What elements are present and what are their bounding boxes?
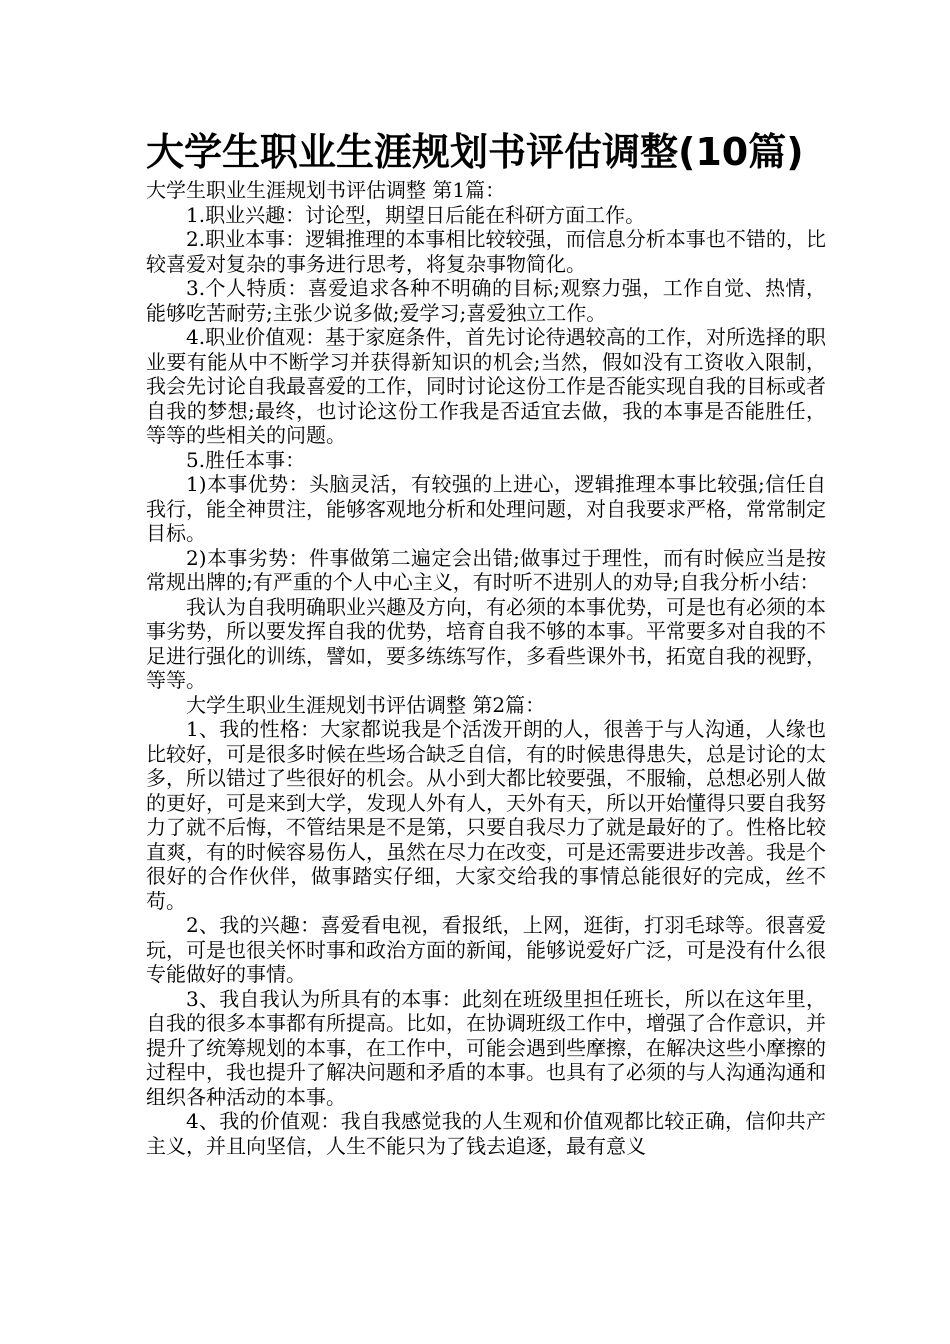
section-heading-1: 大学生职业生涯规划书评估调整 第1篇： [146, 178, 506, 202]
paragraph: 5.胜任本事： [186, 447, 306, 472]
paragraph: 1)本事优势：头脑灵活，有较强的上进心，逻辑推理本事比较强;信任自我行，能全神贯注，能够客观地分析和处理问题，对自我要求严格，常常制定目标。 [146, 472, 826, 545]
paragraph: 4、我的价值观：我自我感觉我的人生观和价值观都比较正确，信仰共产主义，并且向坚信，人生不能只为了钱去追逐，最有意义 [146, 1109, 826, 1158]
document-title: 大学生职业生涯规划书评估调整(10篇) [146, 130, 804, 174]
section-heading-2: 大学生职业生涯规划书评估调整 第2篇： [186, 692, 546, 717]
paragraph: 2)本事劣势：件事做第二遍定会出错;做事过于理性，而有时候应当是按常规出牌的;有严重的个人中心主义，有时听不进别人的劝导;自我分析小结： [146, 545, 826, 594]
paragraph: 2.职业本事：逻辑推理的本事相比较较强，而信息分析本事也不错的，比较喜爱对复杂的事务进行思考，将复杂事物简化。 [146, 227, 826, 276]
paragraph: 3、我自我认为所具有的本事：此刻在班级里担任班长，所以在这年里，自我的很多本事都有所提高。比如，在协调班级工作中，增强了合作意识，并提升了统筹规划的本事，在工作中，可能会遇到些摩擦，在解决这些小摩擦的过程中，我也提升了解决问题和矛盾的本事。也具有了必须的与人沟通沟通和组织各种活动的本事。 [146, 986, 826, 1109]
paragraph: 4.职业价值观：基于家庭条件，首先讨论待遇较高的工作，对所选择的职业要有能从中不断学习并获得新知识的机会;当然，假如没有工资收入限制，我会先讨论自我最喜爱的工作，同时讨论这份工作是否能实现自我的目标或者自我的梦想;最终，也讨论这份工作我是否适宜去做，我的本事是否能胜任，等等的些相关的问题。 [146, 325, 826, 447]
document-page [146, 126, 826, 1158]
paragraph: 1.职业兴趣：讨论型，期望日后能在科研方面工作。 [186, 202, 646, 227]
paragraph: 我认为自我明确职业兴趣及方向，有必须的本事优势，可是也有必须的本事劣势，所以要发挥自我的优势，培育自我不够的本事。平常要多对自我的不足进行强化的训练，譬如，要多练练写作，多看些课外书，拓宽自我的视野，等等。 [146, 594, 826, 692]
paragraph: 1、我的性格：大家都说我是个活泼开朗的人，很善于与人沟通，人缘也比较好，可是很多时候在些场合缺乏自信，有的时候患得患失，总是讨论的太多，所以错过了些很好的机会。从小到大都比较要强，不服输，总想必别人做的更好，可是来到大学，发现人外有人，天外有天，所以开始懂得只要自我努力了就不后悔，不管结果是不是第，只要自我尽力了就是最好的了。性格比较直爽，有的时候容易伤人，虽然在尽力在改变，可是还需要进步改善。我是个很好的合作伙伴，做事踏实仔细，大家交给我的事情总能很好的完成，丝不苟。 [146, 717, 826, 913]
paragraph: 3.个人特质：喜爱追求各种不明确的目标;观察力强，工作自觉、热情，能够吃苦耐劳;主张少说多做;爱学习;喜爱独立工作。 [146, 276, 826, 325]
document-body [146, 178, 826, 1158]
paragraph: 2、我的兴趣：喜爱看电视，看报纸，上网，逛街，打羽毛球等。很喜爱玩，可是也很关怀时事和政治方面的新闻，能够说爱好广泛，可是没有什么很专能做好的事情。 [146, 913, 826, 986]
